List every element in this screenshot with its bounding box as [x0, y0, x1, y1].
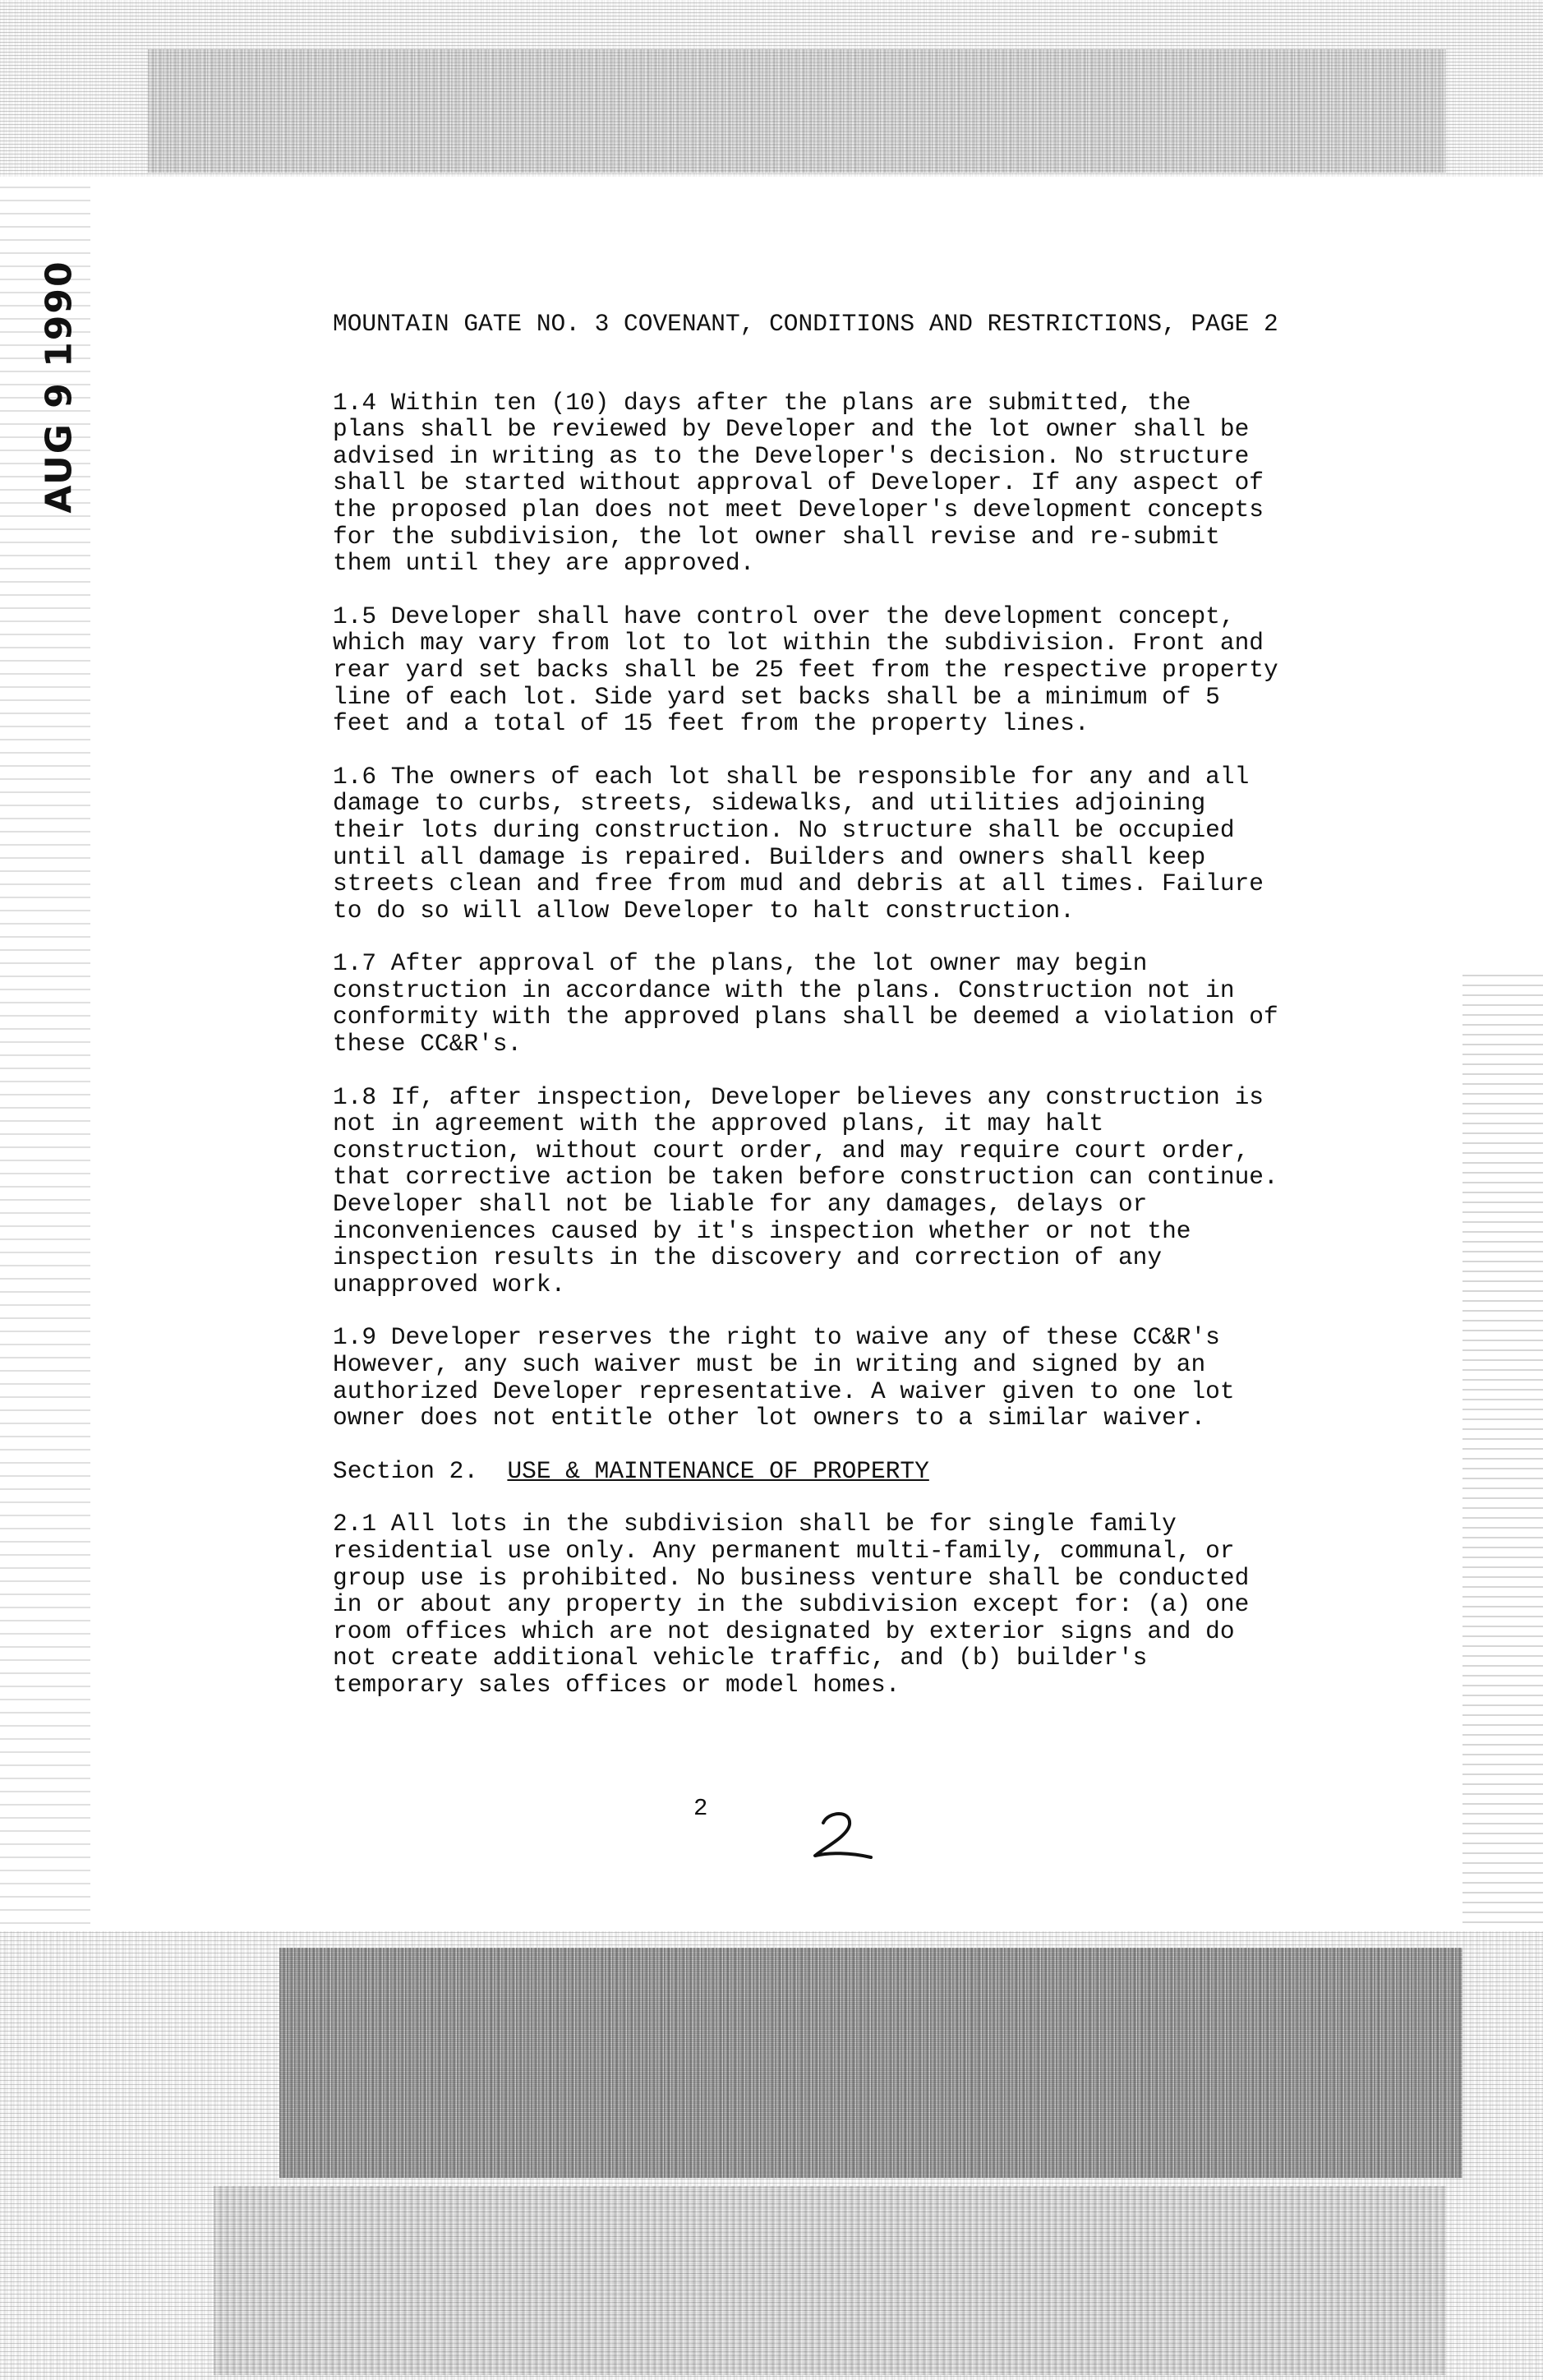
section-2-title: USE & MAINTENANCE OF PROPERTY	[507, 1456, 929, 1485]
paragraph-1-7: 1.7 After approval of the plans, the lot owner may begin construction in accordance with the plans. Construction not in conformity with the approved plans shall be deemed a violation of these CC&R's.	[333, 949, 1278, 1059]
paragraph-1-9: 1.9 Developer reserves the right to waive any of these CC&R's However, any such waiver must be in writing and signed by an authorized Developer representative. A waiver given to one lot owner does not entitle other lot owners to a similar waiver.	[333, 1323, 1235, 1432]
scan-noise-bottom-dark	[279, 1948, 1462, 2178]
document-body	[333, 311, 1475, 1725]
page-header: MOUNTAIN GATE NO. 3 COVENANT, CONDITIONS AND RESTRICTIONS, PAGE 2	[333, 310, 1278, 338]
section-2-heading	[333, 1458, 1475, 1485]
scan-noise-top-dark	[148, 49, 1446, 173]
page-number: 2	[693, 1795, 708, 1822]
paragraph-2-1: 2.1 All lots in the subdivision shall be for single family residential use only. Any permanent multi-family, communal, or group use is prohibited. No business venture shall be conducted in or about any property in the subdivision except for: (a) one room offices which are not designated by exterior signs and do not create additional vehicle traffic, and (b) builder's temporary sales offices or model homes.	[333, 1510, 1250, 1699]
scan-noise-bottom-mid	[214, 2186, 1446, 2375]
date-stamp-text: AUG 9 1990	[38, 259, 81, 514]
paragraph-1-6: 1.6 The owners of each lot shall be responsible for any and all damage to curbs, streets, sidewalks, and utilities adjoining their lots during construction. No structure shall be occupied until all damage is repaired. Builders and owners shall keep streets clean and free from mud and debris at all times. Failure to do so will allow Developer to halt construction.	[333, 762, 1264, 925]
paragraph-1-5: 1.5 Developer shall have control over the development concept, which may vary from lot to lot within the subdivision. Front and rear yard set backs shall be 25 feet from the respective property line of each lot. Side yard set backs shall be a minimum of 5 feet and a total of 15 feet from the property lines.	[333, 602, 1278, 738]
paragraph-1-8: 1.8 If, after inspection, Developer believes any construction is not in agreement with the approved plans, it may halt construction, without court order, and may require court order, that corrective action be taken before construction can continue. Developer shall not be liable for any damages, delays or inconveniences caused by it's inspection whether or not the inspection results in the discovery and correction of any unapproved work.	[333, 1082, 1278, 1298]
paragraph-1-4: 1.4 Within ten (10) days after the plans are submitted, the plans shall be reviewed by Developer and the lot owner shall be advised in writing as to the Developer's decision. No structure shall be started without approval of Developer. If any aspect of the proposed plan does not meet Developer's development concepts for the subdivision, the lot owner shall revise and re-submit them until they are approved.	[333, 388, 1264, 578]
handwritten-page-number	[808, 1806, 874, 1864]
date-stamp	[35, 259, 84, 514]
section-2-label: Section 2.	[333, 1456, 479, 1485]
